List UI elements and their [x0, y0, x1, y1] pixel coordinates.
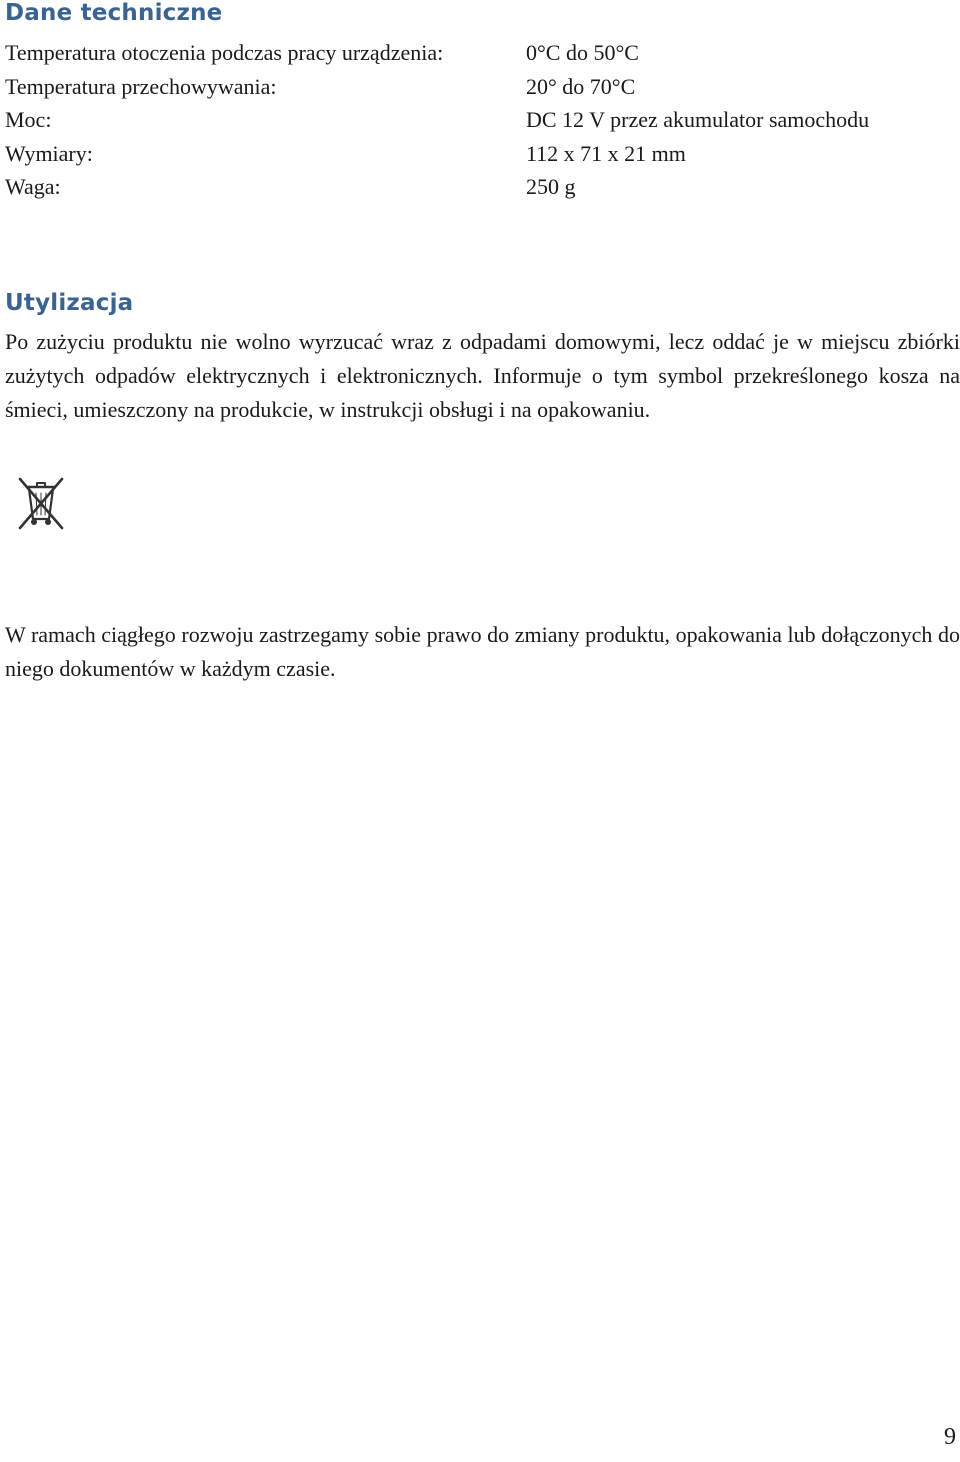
spec-label: Temperatura przechowywania: [5, 73, 277, 99]
spec-value: 250 g [526, 174, 576, 200]
spec-row-power [5, 103, 945, 137]
spec-row-weight [5, 170, 945, 204]
spec-row-operating-temperature [5, 36, 945, 70]
spec-row-dimensions [5, 137, 945, 171]
spec-row-storage-temperature [5, 70, 945, 104]
technical-data-heading: Dane techniczne [5, 0, 223, 26]
spec-label: Moc: [5, 107, 52, 133]
technical-specs-table [5, 36, 945, 204]
disposal-paragraph: Po zużyciu produktu nie wolno wyrzucać wraz z odpadami domowymi, lecz oddać je w miejscu zbiórki zużytych odpadów elektrycznych i elektronicznych. Informuje o tym symbol przekreślonego kosza na śmieci, umieszczony na produkcie, w instrukcji obsługi i na opakowaniu. [5, 329, 960, 422]
crossed-out-wheelie-bin-icon [10, 472, 72, 534]
spec-label: Temperatura otoczenia podczas pracy urządzenia: [5, 40, 444, 65]
spec-value: 0°C do 50°C [526, 40, 639, 65]
spec-label: Waga: [5, 174, 61, 200]
page-number: 9 [944, 1424, 956, 1450]
change-notice-paragraph: W ramach ciągłego rozwoju zastrzegamy sobie prawo do zmiany produktu, opakowania lub dołączonych do niego dokumentów w każdym czasie. [5, 622, 960, 681]
spec-label: Wymiary: [5, 140, 93, 166]
spec-value: 112 x 71 x 21 mm [526, 140, 686, 166]
disposal-heading: Utylizacja [5, 290, 134, 316]
spec-value: 20° do 70°C [526, 73, 636, 99]
spec-value: DC 12 V przez akumulator samochodu [526, 107, 870, 133]
